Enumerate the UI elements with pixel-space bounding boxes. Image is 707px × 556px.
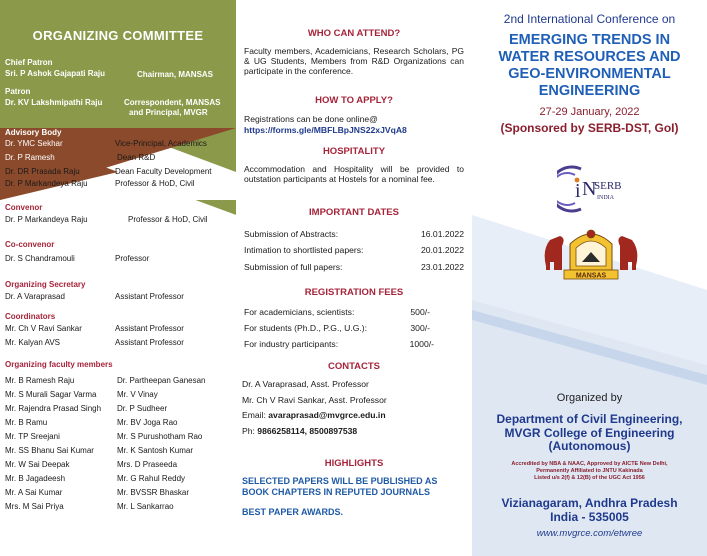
advisory-heading: Advisory Body — [5, 128, 62, 137]
organizer-department — [472, 413, 707, 454]
advisory-member-name: Dr. DR Prasada Raju — [5, 167, 80, 176]
apply-instruction: Registrations can be done online@ — [244, 114, 378, 124]
patron-name: Dr. KV Lakshmipathi Raju — [5, 98, 103, 107]
fee-row — [244, 307, 430, 317]
svg-text:INDIA: INDIA — [597, 195, 614, 201]
registration-link[interactable]: https://forms.gle/MBFLBpJNS22xJVqA8 — [244, 125, 407, 135]
dept-line: (Autonomous) — [548, 439, 631, 453]
svg-text:SERB: SERB — [594, 180, 622, 192]
organizing-committee-panel — [0, 0, 236, 556]
fee-row — [244, 339, 434, 349]
conference-title — [472, 32, 707, 100]
accreditation-line: Listed u/s 2(f) & 12(B) of the UGC Act 1956 — [534, 475, 645, 481]
faculty-member: Mrs. D Praseeda — [117, 460, 178, 469]
hospitality-text: Accommodation and Hospitality will be provided to outstation participants at Hostels for a nominal fee. — [244, 164, 464, 184]
co-convenor-role: Professor — [115, 254, 150, 263]
date-value: 23.01.2022 — [420, 262, 464, 272]
faculty-heading: Organizing faculty members — [5, 360, 113, 369]
faculty-member: Mr. BV Joga Rao — [117, 418, 178, 427]
phone-label: Ph: — [242, 426, 255, 436]
co-convenor-name: Dr. S Chandramouli — [5, 254, 75, 263]
how-to-apply-heading: HOW TO APPLY? — [315, 95, 393, 106]
who-can-attend-heading: WHO CAN ATTEND? — [307, 28, 401, 39]
faculty-member: Dr. Partheepan Ganesan — [117, 376, 206, 385]
faculty-member: Mr. W Sai Deepak — [5, 460, 70, 469]
faculty-member: Mrs. M Sai Priya — [5, 502, 64, 511]
patron-heading: Patron — [5, 87, 31, 96]
information-panel — [236, 0, 472, 556]
date-row — [244, 262, 464, 272]
faculty-member: Mr. B Ramu — [5, 418, 48, 427]
date-value: 20.01.2022 — [420, 245, 464, 255]
conference-panel — [472, 0, 707, 556]
svg-text:MANSAS: MANSAS — [575, 272, 607, 280]
accreditation-line: Permanently Affiliated to JNTU Kakinada — [536, 468, 643, 474]
date-row — [244, 229, 464, 239]
conference-intro: 2nd International Conference on — [503, 12, 676, 26]
title-line: GEO-ENVIRONMENTAL — [508, 66, 671, 82]
serb-logo-icon — [557, 163, 627, 215]
hospitality-heading: HOSPITALITY — [322, 146, 386, 157]
faculty-member: Mr. TP Sreejani — [5, 432, 60, 441]
faculty-member: Mr. S Murali Sagar Varma — [5, 390, 97, 399]
date-label: Submission of Abstracts: — [244, 229, 339, 239]
title-line: EMERGING TRENDS IN — [508, 32, 671, 48]
fee-label: For academicians, scientists: — [244, 307, 355, 317]
faculty-member: Mr. S Purushotham Rao — [117, 432, 203, 441]
coordinators-heading: Coordinators — [5, 312, 56, 321]
important-dates-heading: IMPORTANT DATES — [309, 207, 399, 218]
svg-text:i: i — [575, 180, 581, 202]
registration-fees-heading: REGISTRATION FEES — [304, 287, 404, 298]
secretary-role: Assistant Professor — [115, 292, 184, 301]
advisory-member-role: Dean R&D — [117, 153, 156, 162]
location-line: India - 535005 — [550, 509, 629, 524]
chief-patron-role: Chairman, MANSAS — [137, 70, 214, 79]
convenor-name: Dr. P Markandeya Raju — [5, 215, 88, 224]
convenor-heading: Convenor — [5, 203, 43, 212]
highlights-heading: HIGHLIGHTS — [324, 458, 384, 469]
dept-line: MVGR College of Engineering — [504, 425, 675, 440]
highlight-line-2: BOOK CHAPTERS IN REPUTED JOURNALS — [242, 487, 431, 497]
organized-by-label: Organized by — [556, 392, 623, 404]
date-label: Submission of full papers: — [244, 262, 343, 272]
date-value: 16.01.2022 — [420, 229, 464, 239]
convenor-role: Professor & HoD, Civil — [128, 215, 208, 224]
contact-person-1: Dr. A Varaprasad, Asst. Professor — [242, 379, 369, 389]
fee-label: For industry participants: — [244, 339, 339, 349]
svg-text:N: N — [582, 178, 597, 200]
advisory-member-role: Professor & HoD, Civil — [115, 179, 195, 188]
advisory-member-name: Dr. YMC Sekhar — [5, 139, 63, 148]
accreditation-line: Accredited by NBA & NAAC, Approved by AICTE New Delhi, — [511, 461, 668, 467]
advisory-member-name: Dr. P Markandeya Raju — [5, 179, 88, 188]
secretary-heading: Organizing Secretary — [5, 280, 86, 289]
email-label: Email: — [242, 410, 266, 420]
faculty-member: Mr. B Jagadeesh — [5, 474, 66, 483]
email-address[interactable]: avaraprasad@mvgrce.edu.in — [268, 410, 386, 420]
faculty-member: Mr. Rajendra Prasad Singh — [5, 404, 102, 413]
faculty-member: Mr. A Sai Kumar — [5, 488, 63, 497]
faculty-member: Mr. V Vinay — [117, 390, 158, 399]
left-panel-chevron — [0, 0, 236, 556]
sponsor-line: (Sponsored by SERB-DST, GoI) — [500, 121, 679, 135]
title-line: WATER RESOURCES AND — [498, 49, 681, 65]
coordinator-role: Assistant Professor — [115, 338, 184, 347]
conference-dates: 27-29 January, 2022 — [539, 106, 640, 118]
chief-patron-name: Sri. P Ashok Gajapati Raju — [5, 69, 106, 78]
contact-phone — [242, 426, 357, 436]
coordinator-name: Mr. Ch V Ravi Sankar — [5, 324, 82, 333]
coordinator-name: Mr. Kalyan AVS — [5, 338, 60, 347]
fee-value: 500/- — [410, 307, 430, 317]
advisory-member-role: Dean Faculty Development — [115, 167, 212, 176]
phone-numbers: 9866258114, 8500897538 — [257, 426, 358, 436]
advisory-member-name: Dr. P Ramesh — [5, 153, 55, 162]
contact-email — [242, 410, 386, 420]
fee-row — [244, 323, 430, 333]
fee-value: 300/- — [410, 323, 430, 333]
faculty-member: Dr. P Sudheer — [117, 404, 168, 413]
faculty-member: Mr. L Sankarrao — [117, 502, 174, 511]
location — [472, 497, 707, 524]
location-line: Vizianagaram, Andhra Pradesh — [501, 496, 678, 510]
who-can-attend-text: Faculty members, Academicians, Research Scholars, PG & UG Students, Members from R&D Organizations can participate in the conference. — [244, 46, 464, 76]
faculty-member: Mr. K Santosh Kumar — [117, 446, 194, 455]
co-convenor-heading: Co-convenor — [5, 240, 55, 249]
committee-title: ORGANIZING COMMITTEE — [32, 28, 204, 43]
patron-role-line2: and Principal, MVGR — [129, 108, 208, 117]
faculty-member: Mr. BVSSR Bhaskar — [117, 488, 190, 497]
dept-line: Department of Civil Engineering, — [496, 412, 683, 426]
patron-role-line1: Correspondent, MANSAS — [124, 98, 221, 107]
faculty-member: Mr. G Rahul Reddy — [117, 474, 186, 483]
title-line: ENGINEERING — [538, 83, 641, 99]
coordinator-role: Assistant Professor — [115, 324, 184, 333]
date-row — [244, 245, 464, 255]
advisory-member-role: Vice-Principal, Academics — [115, 139, 207, 148]
secretary-name: Dr. A Varaprasad — [5, 292, 65, 301]
faculty-member: Mr. SS Bhanu Sai Kumar — [5, 446, 94, 455]
website-link[interactable]: www.mvgrce.com/etwree — [536, 528, 643, 539]
highlight-line-3: BEST PAPER AWARDS. — [242, 507, 344, 517]
faculty-member: Mr. B Ramesh Raju — [5, 376, 75, 385]
highlight-line-1: SELECTED PAPERS WILL BE PUBLISHED AS — [242, 476, 438, 486]
chief-patron-heading: Chief Patron — [5, 58, 53, 67]
contact-person-2: Mr. Ch V Ravi Sankar, Asst. Professor — [242, 395, 387, 405]
fee-label: For students (Ph.D., P.G., U.G.): — [244, 323, 368, 333]
contacts-heading: CONTACTS — [327, 361, 381, 372]
accreditation-text — [472, 461, 707, 482]
mansas-emblem-icon — [540, 226, 642, 282]
date-label: Intimation to shortlisted papers: — [244, 245, 364, 255]
fee-value: 1000/- — [409, 339, 434, 349]
